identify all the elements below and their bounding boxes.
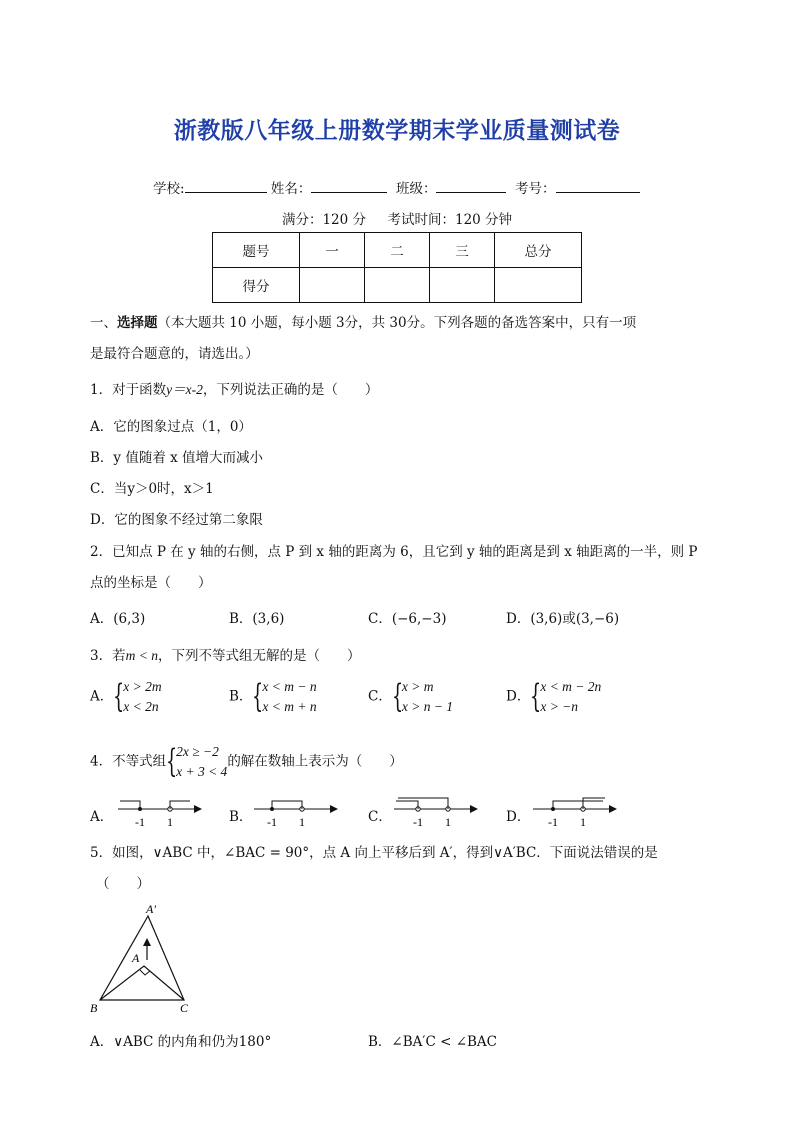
q3-option-c-label: C．	[368, 688, 392, 705]
section1-heading	[90, 311, 636, 331]
system-line-1: x < m − 2n	[540, 679, 602, 694]
q2-stem: 2．已知点 P 在 y 轴的右侧，点 P 到 x 轴的距离为 6，且它到 y 轴的距离是到 x 轴距离的一半，则 P	[90, 544, 698, 560]
name-field[interactable]	[311, 180, 387, 193]
q3-option-a-label: A．	[90, 688, 114, 705]
q3-option-b-system	[252, 677, 316, 717]
score-table-header-row	[213, 233, 582, 268]
q3-stem-a: 3．若	[90, 648, 126, 664]
tick-label: -1	[413, 815, 423, 829]
q5-stem: 5．如图，∨ABC 中，∠BAC = 90°，点 A 向上平移后到 A′，得到∨A′BC．下面说法错误的是	[90, 845, 658, 861]
score-table	[212, 232, 582, 303]
q4-system	[166, 742, 227, 782]
brace-icon: {	[391, 677, 404, 715]
system-line-1: x > m	[401, 679, 434, 694]
score-cell[interactable]	[495, 268, 582, 303]
arrow-up-icon	[143, 938, 151, 946]
brace-icon: {	[166, 742, 178, 780]
system-line-1: x < m − n	[262, 679, 317, 694]
q3-option-c[interactable]	[368, 677, 453, 717]
q3-option-d[interactable]	[506, 677, 601, 717]
solution-ray	[398, 798, 448, 809]
q5-triangle-figure	[88, 900, 198, 1018]
axis-arrow-icon	[470, 805, 478, 813]
q5-stem-2: （ ）	[96, 876, 150, 892]
axis-arrow-icon	[194, 805, 202, 813]
q4-option-c[interactable]	[368, 805, 392, 825]
tick-label: -1	[267, 815, 277, 829]
class-label: 班级：	[395, 181, 437, 197]
q1-option-d[interactable]: D．它的图象不经过第二象限	[90, 512, 263, 528]
q4-option-a-numberline[interactable]	[118, 795, 204, 831]
id-field[interactable]	[556, 180, 640, 193]
school-field[interactable]	[185, 180, 267, 193]
score-row-label: 得分	[213, 268, 300, 303]
q3-stem	[90, 644, 360, 664]
system-line-1: x > 2m	[123, 679, 162, 694]
tick-label: 1	[445, 815, 451, 829]
q4-stem	[90, 742, 403, 782]
system-line-2: x > −n	[540, 699, 579, 714]
q1-stem-a: 1．对于函数	[90, 382, 167, 398]
q1-option-b[interactable]: B．y 值随着 x 值增大而减小	[90, 450, 264, 466]
tick-label: 1	[299, 815, 305, 829]
label-a: A	[132, 951, 140, 965]
q4-option-c-label: C．	[368, 809, 392, 825]
tick-label: -1	[548, 815, 558, 829]
label-b: B	[90, 1001, 98, 1015]
solution-ray	[583, 798, 605, 809]
tick-label: 1	[580, 815, 586, 829]
section1-desc: （本大题共 10 小题，每小题 3分，共 30分。下列各题的备选答案中，只有一项	[157, 315, 637, 331]
score-table-header: 题号	[213, 233, 300, 268]
q3-condition: m < n	[125, 648, 158, 663]
solution-ray	[396, 801, 418, 809]
q1-option-a[interactable]: A．它的图象过点（1，0）	[90, 419, 252, 435]
section1-name: 选择题	[117, 315, 158, 331]
score-cell[interactable]	[365, 268, 430, 303]
tick-label: 1	[167, 815, 173, 829]
system-line-2: x < m + n	[262, 699, 317, 714]
q2-option-c[interactable]: C．(−6,−3)	[368, 611, 447, 627]
label-a-prime: A′	[146, 902, 156, 916]
system-line-2: x + 3 < 4	[176, 764, 228, 779]
solution-ray	[170, 801, 190, 809]
q3-option-c-system	[392, 677, 453, 717]
q5-option-a[interactable]: A．∨ABC 的内角和仍为180°	[90, 1034, 272, 1050]
q2-option-a[interactable]: A．(6,3)	[90, 611, 146, 627]
q3-option-a[interactable]	[90, 677, 162, 717]
tick-label: -1	[135, 815, 145, 829]
solution-ray	[553, 801, 603, 809]
brace-icon: {	[252, 677, 264, 715]
q4-option-b-label: B．	[229, 809, 253, 825]
q3-option-b[interactable]	[229, 677, 317, 717]
score-table-header: 总分	[495, 233, 582, 268]
q3-stem-b: ，下列不等式组无解的是（ ）	[157, 648, 361, 664]
class-field[interactable]	[436, 180, 506, 193]
score-table-header: 二	[365, 233, 430, 268]
score-table-header: 三	[430, 233, 495, 268]
system-line-1: 2x ≥ −2	[176, 744, 219, 759]
school-label: 学校:	[153, 181, 185, 197]
axis-arrow-icon	[330, 805, 338, 813]
exam-meta	[0, 208, 794, 228]
solution-segment	[272, 801, 302, 809]
exam-time: 考试时间：120 分钟	[387, 212, 513, 228]
brace-icon: {	[113, 677, 125, 715]
section1-prefix: 一、	[90, 315, 117, 331]
q5-option-b[interactable]: B．∠BA′C < ∠BAC	[368, 1034, 498, 1050]
q2-stem-2: 点的坐标是（ ）	[90, 575, 212, 591]
q1-function: y＝x-2	[166, 382, 203, 397]
q4-option-a-label: A．	[90, 809, 114, 825]
section1-desc-2: 是最符合题意的，请选出。）	[90, 346, 259, 362]
student-info-line	[153, 177, 640, 197]
q4-stem-a: 4．不等式组	[90, 753, 167, 770]
system-line-2: x > n − 1	[401, 699, 454, 714]
q4-option-d[interactable]	[506, 805, 530, 825]
axis-arrow-icon	[609, 805, 617, 813]
q3-option-d-label: D．	[506, 688, 531, 705]
q4-option-c-numberline[interactable]	[394, 795, 480, 831]
full-score: 满分：120 分	[281, 212, 367, 228]
solution-ray	[120, 801, 140, 809]
q4-option-d-label: D．	[506, 809, 531, 825]
q2-option-d[interactable]: D．(3,6)或(3,−6)	[506, 611, 620, 627]
label-c: C	[180, 1001, 189, 1015]
q4-option-d-numberline[interactable]	[533, 795, 619, 831]
triangle-abc-prime	[100, 916, 184, 1000]
brace-icon: {	[530, 677, 542, 715]
q2-option-b[interactable]: B．(3,6)	[229, 611, 285, 627]
score-table-row	[213, 268, 582, 303]
q4-option-b-numberline[interactable]	[254, 795, 340, 831]
q3-option-a-system	[113, 677, 161, 717]
page-title: 浙教版八年级上册数学期末学业质量测试卷	[173, 118, 621, 144]
q3-option-b-label: B．	[229, 688, 253, 705]
q1-stem	[90, 378, 378, 398]
right-angle-mark	[140, 970, 150, 975]
score-cell[interactable]	[300, 268, 365, 303]
q3-option-d-system	[530, 677, 601, 717]
score-table-header: 一	[300, 233, 365, 268]
id-label: 考号：	[515, 181, 556, 197]
q1-stem-b: ，下列说法正确的是（ ）	[202, 382, 379, 398]
system-line-2: x < 2n	[123, 699, 159, 714]
q4-stem-b: 的解在数轴上表示为（ ）	[227, 753, 403, 770]
name-label: 姓名：	[270, 181, 312, 197]
q4-option-b[interactable]	[229, 805, 252, 825]
score-cell[interactable]	[430, 268, 495, 303]
q1-option-c[interactable]: C．当y＞0时，x＞1	[90, 481, 214, 497]
q4-option-a[interactable]	[90, 805, 113, 825]
